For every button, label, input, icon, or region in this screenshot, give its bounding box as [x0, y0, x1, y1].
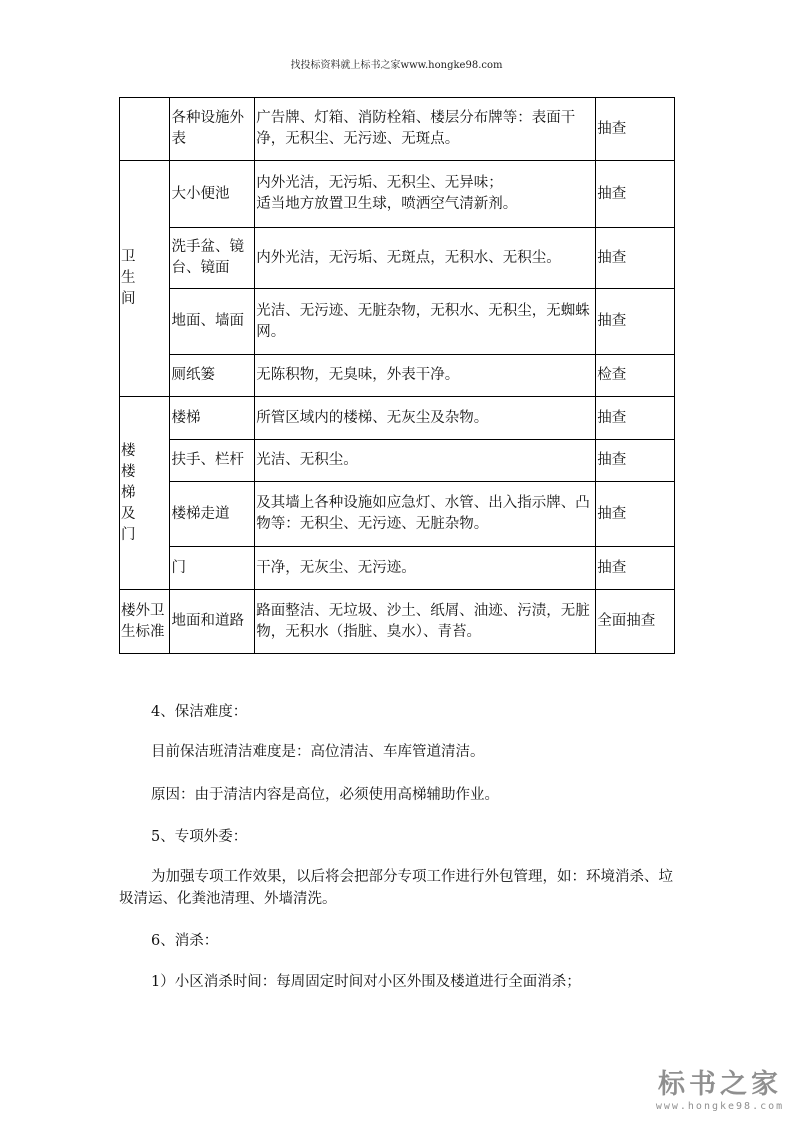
item-cell: 门 — [170, 547, 255, 590]
item-cell: 大小便池 — [170, 161, 255, 228]
standard-cell: 路面整洁、无垃圾、沙土、纸屑、油迹、污渍，无脏物，无积水（指脏、臭水）、青苔。 — [255, 590, 596, 654]
table-row — [120, 590, 675, 654]
item-cell: 洗手盆、镜台、镜面 — [170, 228, 255, 289]
method-cell: 抽查 — [596, 289, 675, 355]
category-cell-stairs: 楼 楼 梯 及 门 — [120, 397, 170, 590]
table-row — [120, 161, 675, 228]
table-row — [120, 547, 675, 590]
table-row — [120, 228, 675, 289]
cleaning-standards-table — [119, 97, 675, 654]
table-row — [120, 440, 675, 482]
method-cell: 抽查 — [596, 440, 675, 482]
paragraph-outsourcing: 为加强专项工作效果，以后将会把部分专项工作进行外包管理，如：环境消杀、垃圾清运、化粪池清理、外墙清洗。 — [119, 869, 673, 907]
category-cell-restroom: 卫 生 间 — [120, 161, 170, 397]
standard-cell: 广告牌、灯箱、消防栓箱、楼层分布牌等：表面干净，无积尘、无污迹、无斑点。 — [255, 98, 596, 161]
standard-cell: 内外光洁，无污垢、无积尘、无异味； 适当地方放置卫生球，喷洒空气清新剂。 — [255, 161, 596, 228]
category-cell-outdoor: 楼外卫生标准 — [120, 590, 170, 654]
item-cell: 楼梯走道 — [170, 482, 255, 547]
section-heading-outsourcing: 5、专项外委： — [151, 829, 248, 845]
method-cell: 全面抽查 — [596, 590, 675, 654]
standard-cell: 光洁、无污迹、无脏杂物，无积水、无积尘，无蜘蛛网。 — [255, 289, 596, 355]
table-row — [120, 397, 675, 440]
paragraph-difficulty: 目前保洁班清洁难度是：高位清洁、车库管道清洁。 — [151, 744, 485, 760]
standard-cell: 光洁、无积尘。 — [255, 440, 596, 482]
section-heading-disinfection: 6、消杀： — [151, 933, 219, 949]
item-cell: 各种设施外表 — [170, 98, 255, 161]
method-cell: 检查 — [596, 355, 675, 397]
section-heading-cleaning-difficulty: 4、保洁难度： — [151, 704, 248, 720]
standard-cell: 所管区域内的楼梯、无灰尘及杂物。 — [255, 397, 596, 440]
table-row — [120, 98, 675, 161]
standard-cell: 及其墙上各种设施如应急灯、水管、出入指示牌、凸物等：无积尘、无污迹、无脏杂物。 — [255, 482, 596, 547]
watermark-logo — [655, 1062, 785, 1118]
method-cell: 抽查 — [596, 547, 675, 590]
standard-cell: 无陈积物，无臭味，外表干净。 — [255, 355, 596, 397]
item-cell: 厕纸篓 — [170, 355, 255, 397]
method-cell: 抽查 — [596, 397, 675, 440]
page-header: 找投标资料就上标书之家www.hongke98.com — [290, 60, 503, 71]
logo-title: 标书之家 — [658, 1069, 782, 1100]
item-cell: 地面和道路 — [170, 590, 255, 654]
table-row — [120, 482, 675, 547]
logo-url: www.hongke98.com — [655, 1101, 785, 1112]
method-cell: 抽查 — [596, 98, 675, 161]
category-cell — [120, 98, 170, 161]
table-row — [120, 355, 675, 397]
standard-cell: 内外光洁，无污垢、无斑点，无积水、无积尘。 — [255, 228, 596, 289]
item-cell: 地面、墙面 — [170, 289, 255, 355]
paragraph-disinfection-time: 1）小区消杀时间：每周固定时间对小区外围及楼道进行全面消杀； — [151, 974, 581, 990]
method-cell: 抽查 — [596, 161, 675, 228]
method-cell: 抽查 — [596, 228, 675, 289]
standard-cell: 干净，无灰尘、无污迹。 — [255, 547, 596, 590]
method-cell: 抽查 — [596, 482, 675, 547]
item-cell: 楼梯 — [170, 397, 255, 440]
item-cell: 扶手、栏杆 — [170, 440, 255, 482]
paragraph-reason: 原因：由于清洁内容是高位，必须使用高梯辅助作业。 — [151, 787, 499, 803]
table-row — [120, 289, 675, 355]
